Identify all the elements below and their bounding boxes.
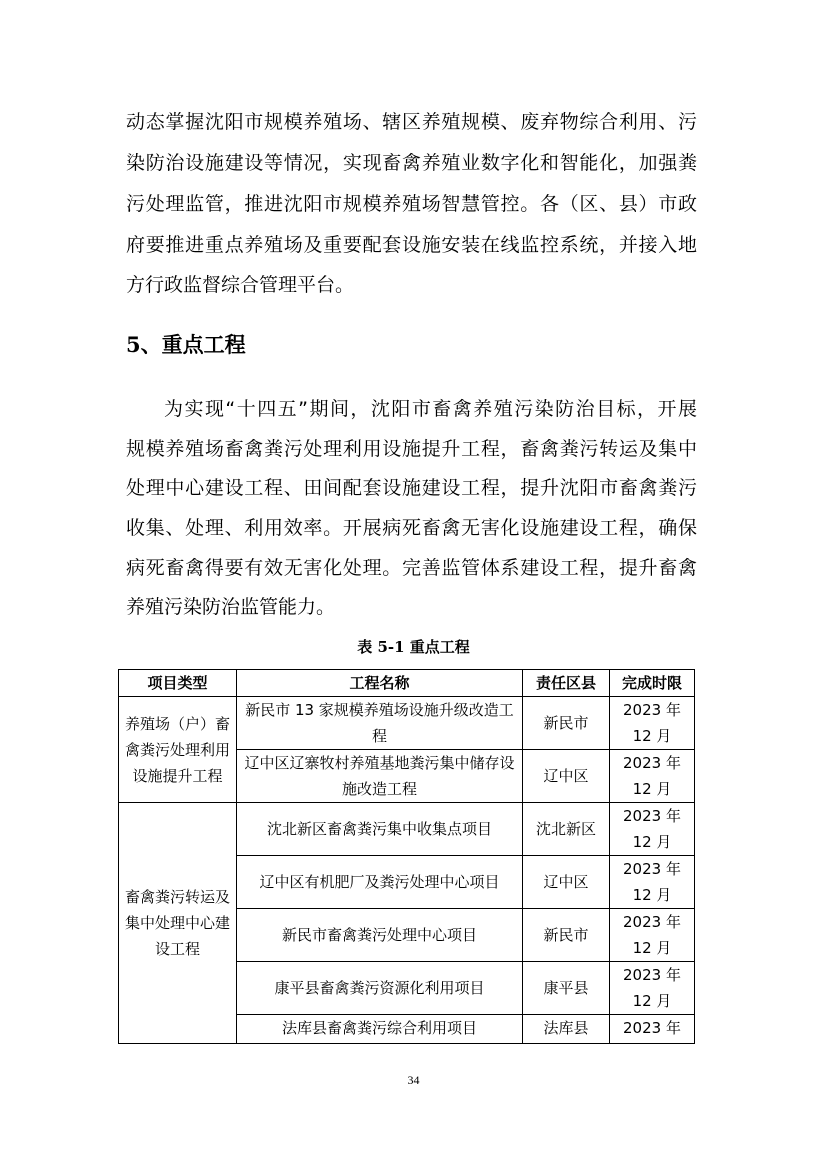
table-caption: 表 5-1 重点工程 [357,638,470,656]
deadline-cell: 2023 年 12 月 [610,856,695,909]
text-line: 养殖污染防治监管能力。 [126,596,336,618]
header-type: 项目类型 [119,670,237,697]
deadline-cell: 2023 年 12 月 [610,909,695,962]
text-line: 处理中心建设工程、田间配套设施建设工程，提升沈阳市畜禽粪污 [126,477,697,499]
table-row [119,803,695,856]
county-cell: 新民市 [523,909,610,962]
key-projects-table [118,669,695,1044]
text-line: 动态掌握沈阳市规模养殖场、辖区养殖规模、废弃物综合利用、污 [126,111,697,133]
section-heading: 5、重点工程 [126,332,246,357]
deadline-cell: 2023 年 12 月 [610,750,695,803]
county-cell: 沈北新区 [523,803,610,856]
project-name-cell: 法库县畜禽粪污综合利用项目 [237,1015,523,1044]
county-cell: 新民市 [523,697,610,750]
deadline-cell: 2023 年 12 月 [610,962,695,1015]
text-line: 为实现“十四五”期间，沈阳市畜禽养殖污染防治目标，开展 [164,398,697,420]
text-line: 规模养殖场畜禽粪污处理利用设施提升工程，畜禽粪污转运及集中 [126,438,697,460]
table-header-row [119,670,695,697]
header-name: 工程名称 [237,670,523,697]
project-name-cell: 新民市畜禽粪污处理中心项目 [237,909,523,962]
text-line: 染防治设施建设等情况，实现畜禽养殖业数字化和智能化，加强粪 [126,152,697,174]
project-name-cell: 康平县畜禽粪污资源化利用项目 [237,962,523,1015]
text-line: 府要推进重点养殖场及重要配套设施安装在线监控系统，并接入地 [126,234,697,256]
project-name-cell: 辽中区有机肥厂及粪污处理中心项目 [237,856,523,909]
county-cell: 辽中区 [523,856,610,909]
project-name-cell: 新民市 13 家规模养殖场设施升级改造工程 [237,697,523,750]
text-line: 收集、处理、利用效率。开展病死畜禽无害化设施建设工程，确保 [126,517,697,539]
project-type-cell: 畜禽粪污转运及集中处理中心建设工程 [119,803,237,1044]
deadline-cell: 2023 年 [610,1015,695,1044]
header-deadline: 完成时限 [610,670,695,697]
county-cell: 辽中区 [523,750,610,803]
page-number: 34 [407,1073,420,1087]
project-type-cell: 养殖场（户）畜禽粪污处理利用设施提升工程 [119,697,237,803]
text-line: 病死畜禽得要有效无害化处理。完善监管体系建设工程，提升畜禽 [126,557,697,579]
deadline-cell: 2023 年 12 月 [610,803,695,856]
deadline-cell: 2023 年 12 月 [610,697,695,750]
header-county: 责任区县 [523,670,610,697]
table-row [119,697,695,750]
county-cell: 康平县 [523,962,610,1015]
project-name-cell: 辽中区辽寨牧村养殖基地粪污集中储存设施改造工程 [237,750,523,803]
text-line: 污处理监管，推进沈阳市规模养殖场智慧管控。各（区、县）市政 [126,193,697,215]
county-cell: 法库县 [523,1015,610,1044]
project-name-cell: 沈北新区畜禽粪污集中收集点项目 [237,803,523,856]
text-line: 方行政监督综合管理平台。 [126,274,355,296]
